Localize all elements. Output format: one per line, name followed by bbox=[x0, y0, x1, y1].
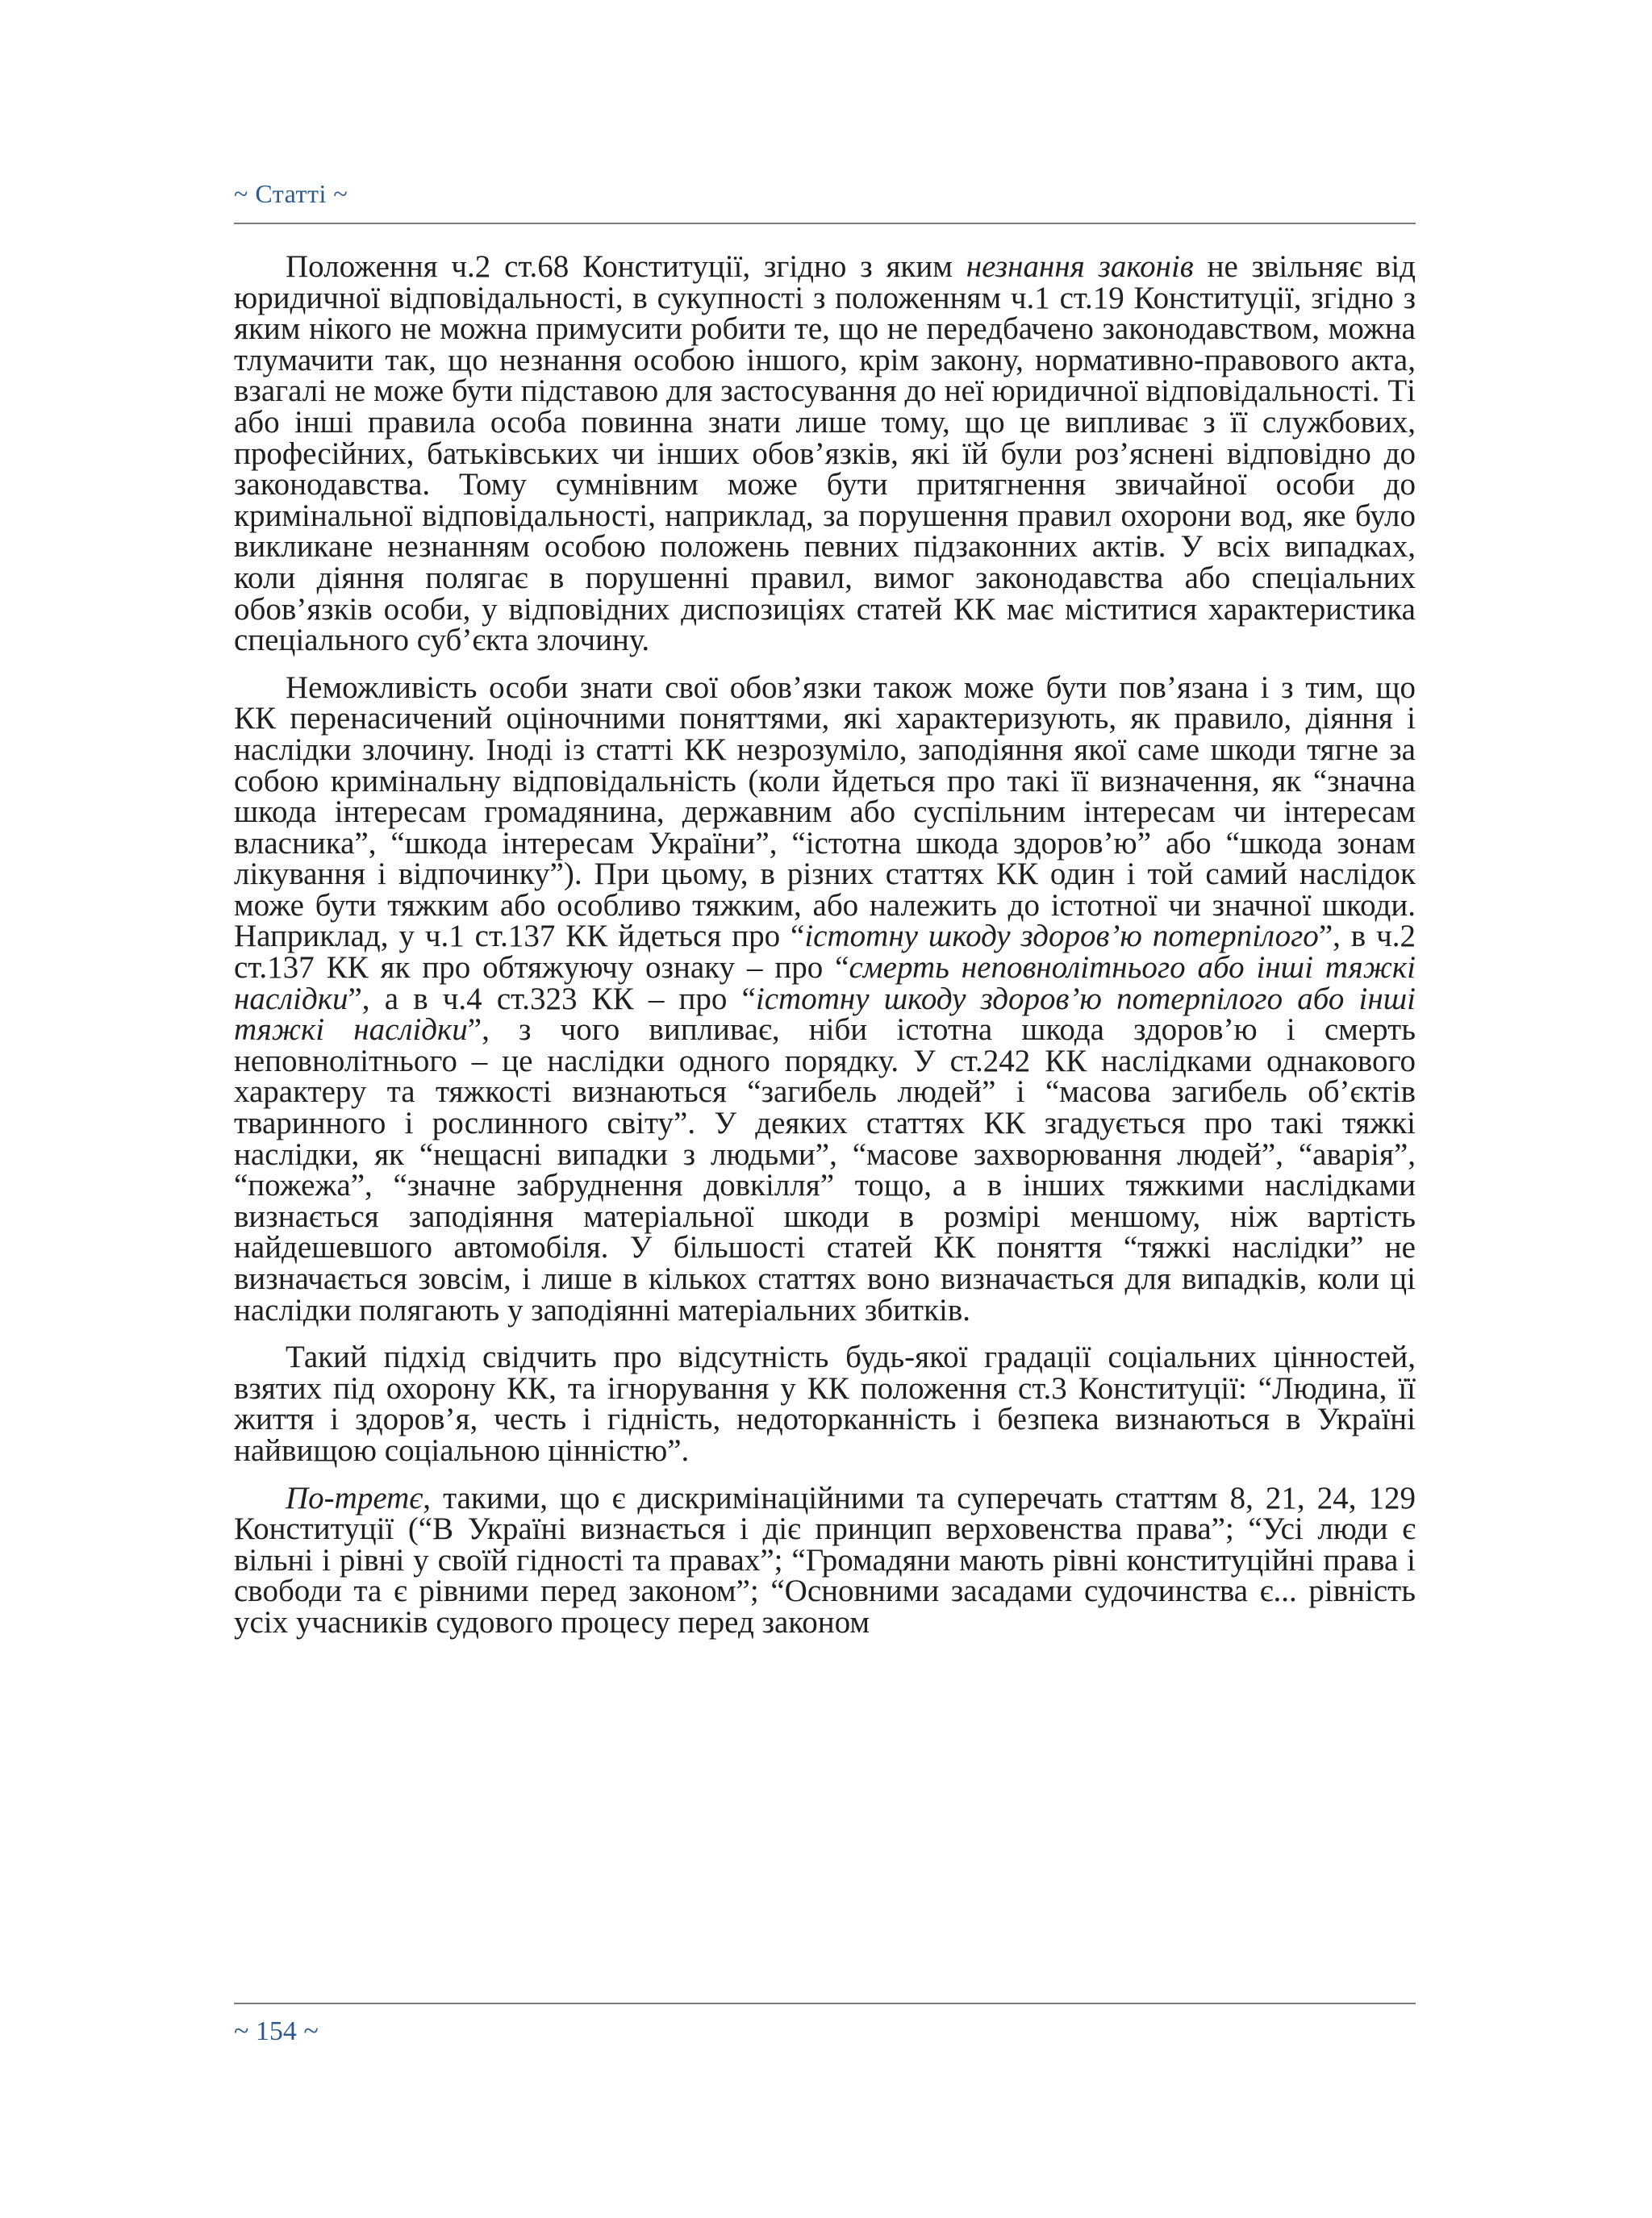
paragraph-2-emphasis-3: істотну шкоду здоров’ю потерпілого або інші тяжкі наслідки bbox=[234, 981, 1416, 1048]
paragraph-1-text-2: не звільняє від юридичної відповідальності, в сукупності з положенням ч.1 ст.19 Конституції, згідно з яким нікого не можна примусити робити те, що не передбачено законодавством, можна тлумачити так, що незнання особою іншого, крім закону, нормативно-правового акта, взагалі не може бути підставою для застосування до неї юридичної відповідальності. Ті або інші правила особа повинна знати лише тому, що це випливає з її службових, професійних, батьківських чи інших обов’язків, які їй були роз’яснені відповідно до законодавства. Тому сумнівним може бути притягнення звичайної особи до кримінальної відповідальності, наприклад, за порушення правил охорони вод, яке було викликане незнанням особою положень певних підзаконних актів. У всіх випадках, коли діяння полягає в порушенні правил, вимог законодавства або спеціальних обов’язків особи, у відповідних диспозиціях статей КК має міститися характеристика спеціального суб’єкта злочину. bbox=[234, 249, 1416, 658]
paragraph-4-text-1: , такими, що є дискримінаційними та суперечать статтям 8, 21, 24, 129 Конституції (“В Україні визнається і діє принцип верховенства права”; “Усі люди є вільні і рівні у своїй гідності та правах”; “Громадяни мають рівні конституційні права і свободи та є рівними перед законом”; “Основними засадами судочинства є... рівність усіх учасників судового процесу перед законом bbox=[234, 1480, 1416, 1640]
paragraph-4-emphasis-1: По-третє bbox=[286, 1480, 423, 1515]
paragraph-3 bbox=[234, 1342, 1416, 1466]
body-text bbox=[234, 249, 1416, 1640]
paragraph-2-text-2: ”, в ч.2 ст.137 КК як про обтяжуючу ознаку – про “ bbox=[234, 919, 1416, 986]
footer-divider bbox=[234, 2003, 1416, 2004]
header-divider bbox=[234, 223, 1416, 224]
paragraph-2-emphasis-2: смерть неповнолітнього або інші тяжкі наслідки bbox=[234, 950, 1416, 1016]
paragraph-2-text-4: ”, з чого випливає, ніби істотна шкода здоров’ю і смерть неповнолітнього – це наслідки одного порядку. У ст.242 КК наслідками однакового характеру та тяжкості визнаються “загибель людей” і “масова загибель об’єктів тваринного і рослинного світу”. У деяких статтях КК згадується про такі тяжкі наслідки, як “нещасні випадки з людьми”, “масове захворювання людей”, “аварія”, “пожежа”, “значне забруднення довкілля” тощо, а в інших тяжкими наслідками визнається заподіяння матеріальної шкоди в розмірі меншому, ніж вартість найдешевшого автомобіля. У більшості статей КК поняття “тяжкі наслідки” не визначається зовсім, і лише в кількох статтях воно визначається для випадків, коли ці наслідки полягають у заподіянні матеріальних збитків. bbox=[234, 1012, 1416, 1328]
paragraph-2-text-3: ”, а в ч.4 ст.323 КК – про “ bbox=[348, 981, 756, 1016]
paragraph-1-emphasis-1: незнання законів bbox=[966, 249, 1194, 284]
paragraph-2-emphasis-1: істотну шкоду здоров’ю потерпілого bbox=[804, 919, 1319, 954]
running-head-title: ~ Статті ~ bbox=[234, 179, 348, 208]
paragraph-1 bbox=[234, 249, 1416, 658]
paragraph-1-text-1: Положення ч.2 ст.68 Конституції, згідно з яким bbox=[286, 249, 966, 284]
paragraph-4 bbox=[234, 1480, 1416, 1640]
paragraph-2-text-1: Неможливість особи знати свої обов’язки також може бути пов’язана і з тим, що КК перенасичений оціночними поняттями, які характеризують, як правило, діяння і наслідки злочину. Іноді із статті КК незрозуміло, заподіяння якої саме шкоди тягне за собою кримінальну відповідальність (коли йдеться про такі її визначення, як “значна шкода інтересам громадянина, державним або суспільним інтересам чи інтересам власника”, “шкода інтересам України”, “істотна шкода здоров’ю” або “шкода зонам лікування і відпочинку”). При цьому, в різних статтях КК один і той самий наслідок може бути тяжким або особливо тяжким, або належить до істотної чи значної шкоди. Наприклад, у ч.1 ст.137 КК йдеться про “ bbox=[234, 669, 1416, 954]
paragraph-3-text-1: Такий підхід свідчить про відсутність будь-якої градації соціальних цінностей, взятих під охорону КК, та ігнорування у КК положення ст.3 Конституції: “Людина, її життя і здоров’я, честь і гідність, недоторканність і безпека визнаються в Україні найвищою соціальною цінністю”. bbox=[234, 1340, 1416, 1468]
paragraph-2 bbox=[234, 669, 1416, 1328]
page-number: ~ 154 ~ bbox=[234, 2016, 319, 2046]
